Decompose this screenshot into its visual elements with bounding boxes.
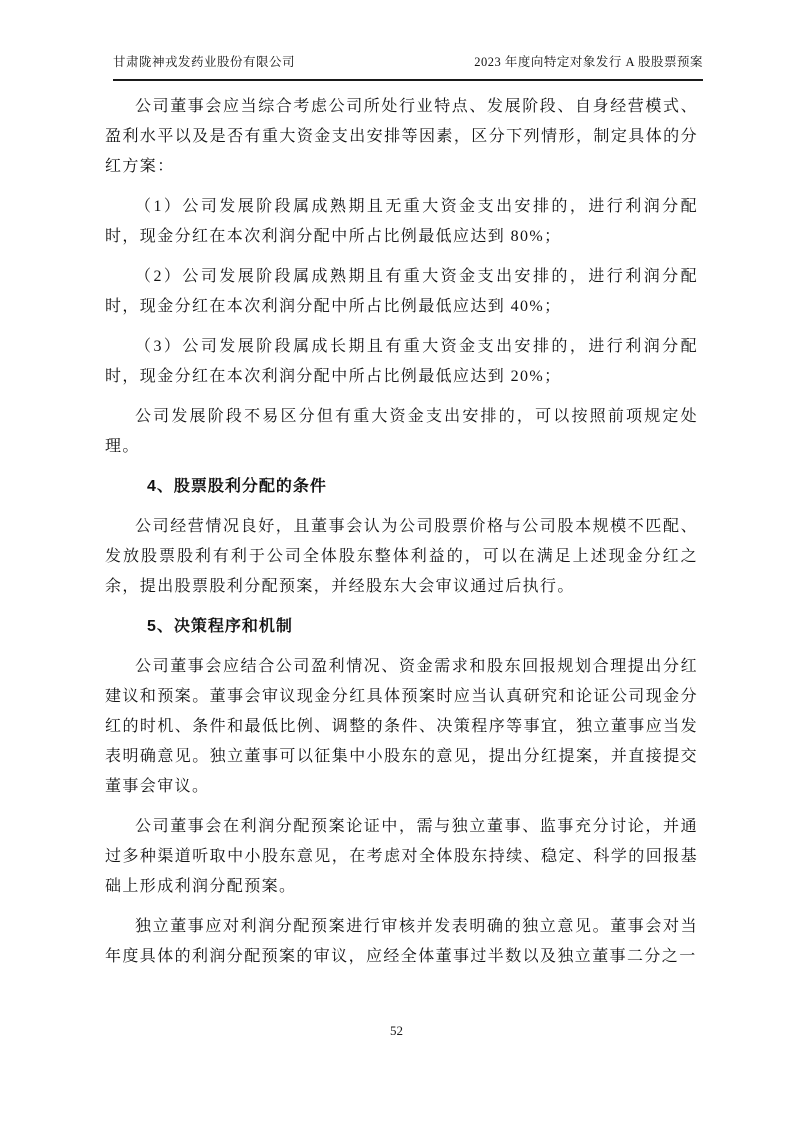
document-title: 2023 年度向特定对象发行 A 股股票预案	[474, 55, 703, 69]
body-paragraph: 公司董事会应当综合考虑公司所处行业特点、发展阶段、自身经营模式、盈利水平以及是否有重大资金支出安排等因素，区分下列情形，制定具体的分红方案：	[105, 98, 698, 175]
section-heading-decision-procedure: 5、决策程序和机制	[147, 618, 293, 635]
body-paragraph-item-1: （1）公司发展阶段属成熟期且无重大资金支出安排的，进行利润分配时，现金分红在本次利润分配中所占比例最低应达到 80%；	[105, 198, 698, 245]
company-name: 甘肃陇神戎发药业股份有限公司	[113, 55, 296, 69]
body-paragraph: 公司董事会应结合公司盈利情况、资金需求和股东回报规划合理提出分红建议和预案。董事会审议现金分红具体预案时应当认真研究和论证公司现金分红的时机、条件和最低比例、调整的条件、决策程序等事宜，独立董事应当发表明确意见。独立董事可以征集中小股东的意见，提出分红提案，并直接提交董事会审议。	[105, 658, 698, 795]
document-body	[105, 92, 698, 972]
body-paragraph: 公司经营情况良好，且董事会认为公司股票价格与公司股本规模不匹配、发放股票股利有利于公司全体股东整体利益的，可以在满足上述现金分红之余，提出股票股利分配预案，并经股东大会审议通过后执行。	[105, 518, 698, 595]
body-paragraph-item-2: （2）公司发展阶段属成熟期且有重大资金支出安排的，进行利润分配时，现金分红在本次利润分配中所占比例最低应达到 40%；	[105, 268, 698, 315]
body-paragraph: 公司发展阶段不易区分但有重大资金支出安排的，可以按照前项规定处理。	[105, 408, 698, 455]
page-footer	[0, 1022, 793, 1040]
section-heading-stock-dividend: 4、股票股利分配的条件	[147, 478, 327, 495]
body-paragraph: 独立董事应对利润分配预案进行审核并发表明确的独立意见。董事会对当年度具体的利润分配预案的审议，应经全体董事过半数以及独立董事二分之一	[105, 918, 698, 965]
page-header	[113, 52, 703, 81]
body-paragraph-item-3: （3）公司发展阶段属成长期且有重大资金支出安排的，进行利润分配时，现金分红在本次利润分配中所占比例最低应达到 20%；	[105, 338, 698, 385]
page-number: 52	[390, 1023, 403, 1038]
body-paragraph: 公司董事会在利润分配预案论证中，需与独立董事、监事充分讨论，并通过多种渠道听取中小股东意见，在考虑对全体股东持续、稳定、科学的回报基础上形成利润分配预案。	[105, 818, 698, 895]
